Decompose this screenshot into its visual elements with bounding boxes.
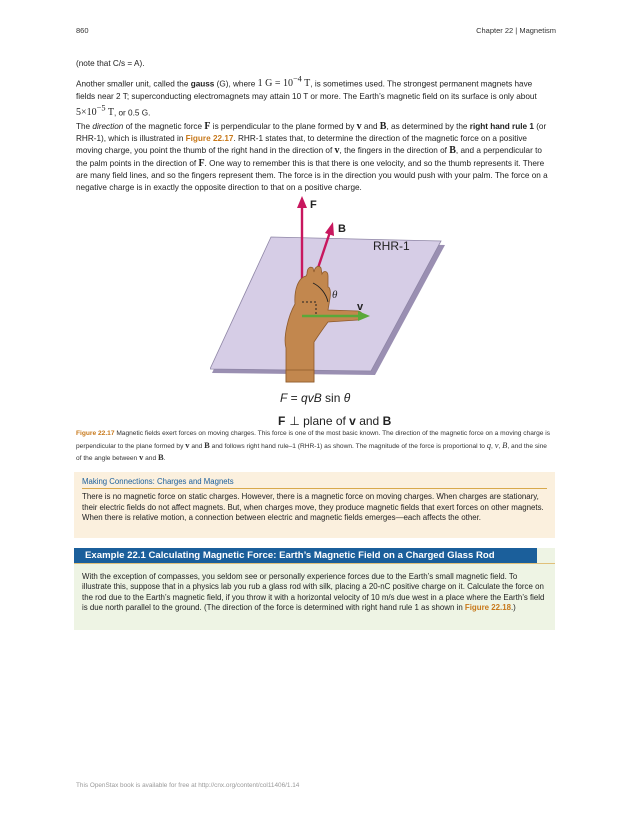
label-v: v: [357, 301, 364, 313]
making-connections-text: There is no magnetic force on static charges. However, there is a magnetic force on moving charges. When charges are stationary, their electric fields do not affect magnets. But, when charges move, they produce magnetic fields that exert forces on other magnets. When there is relative motion, a connection between electric and magnetic fields emerges—each affects the other.: [82, 492, 544, 523]
label-F: F: [310, 199, 317, 211]
rhr-paragraph: The direction of the magnetic force F is perpendicular to the plane formed by v and B, as determined by the right hand rule 1 (or RHR-1), which is illustrated in Figure 22.17. RHR-1 states that, to determine the direction of the magnetic force on a positive moving charge, you point the thumb of the right hand in the direction of v, the fingers in the direction of B, and a perpendicular to the palm points in the direction of F. One way to remember this is that there is one velocity, and so the thumb represents it. There are many field lines, and so the fingers represent them. The force is in the direction you would push with your palm. The force on a negative charge is in exactly the opposite direction to that on a positive charge.: [76, 121, 548, 193]
footer-text: This OpenStax book is available for free at http://cnx.org/content/col11406/1.14: [76, 782, 300, 789]
example-text: With the exception of compasses, you seldom see or personally experience forces due to the Earth’s small magnetic field. To illustrate this, suppose that in a physics lab you rub a glass rod with silk, placing a 20-nC positive charge on it. Calculate the force on the rod due to the Earth’s magnetic field, if you throw it with a horizontal velocity of 10 m/s due west in a place where the Earth’s field is due north parallel to the ground. (The direction of the force is determined with right hand rule 1 as shown in Figure 22.18.): [82, 572, 545, 613]
b-field-arrowhead: [325, 222, 334, 236]
figure-22-17-link[interactable]: Figure 22.17: [185, 134, 234, 144]
perp-statement: F ⊥ plane of v and B: [278, 414, 392, 428]
example-box: [74, 548, 555, 630]
caption-label: Figure 22.17: [76, 430, 115, 437]
force-equation: F = qvB sin θ: [280, 391, 351, 405]
making-connections-title: Making Connections: Charges and Magnets: [82, 477, 234, 486]
gauss-term: gauss: [190, 79, 215, 89]
example-title: Example 22.1 Calculating Magnetic Force: Earth’s Magnetic Field on a Charged Glass Rod: [74, 548, 537, 563]
force-arrowhead: [297, 196, 307, 208]
divider: [74, 563, 555, 564]
figure-caption: Figure 22.17 Magnetic fields exert forces on moving charges. This force is one of the most basic known. The direction of the magnetic force on a moving charge is perpendicular to the plane formed by v and B and follows right hand rule–1 (RHR-1) as shown. The magnitude of the force is proportional to q, v, B, and the sine of the angle between v and B.: [76, 430, 551, 463]
gauss-paragraph: Another smaller unit, called the gauss (G), where 1 $G = 10^{-4}$ T, is sometimes used. The strongest permanent magnets have fields near 2 T; superconducting electromagnets may attain 10 T or more. The Earth’s magnetic field on its surface is only about $5\times 10^{-5}$ T, or 0.5 G.: [76, 75, 537, 119]
rhr-figure: [210, 192, 450, 428]
divider: [82, 488, 547, 489]
label-theta: θ: [332, 289, 338, 301]
figure-22-18-link[interactable]: Figure 22.18: [464, 603, 511, 613]
chapter-title: Chapter 22 | Magnetism: [476, 26, 556, 35]
label-B: B: [338, 223, 346, 235]
note-paragraph: (note that C/s = A).: [76, 59, 145, 68]
label-rhr1: RHR-1: [373, 239, 410, 253]
making-connections-box: [74, 472, 555, 538]
page-number: 860: [76, 26, 89, 35]
